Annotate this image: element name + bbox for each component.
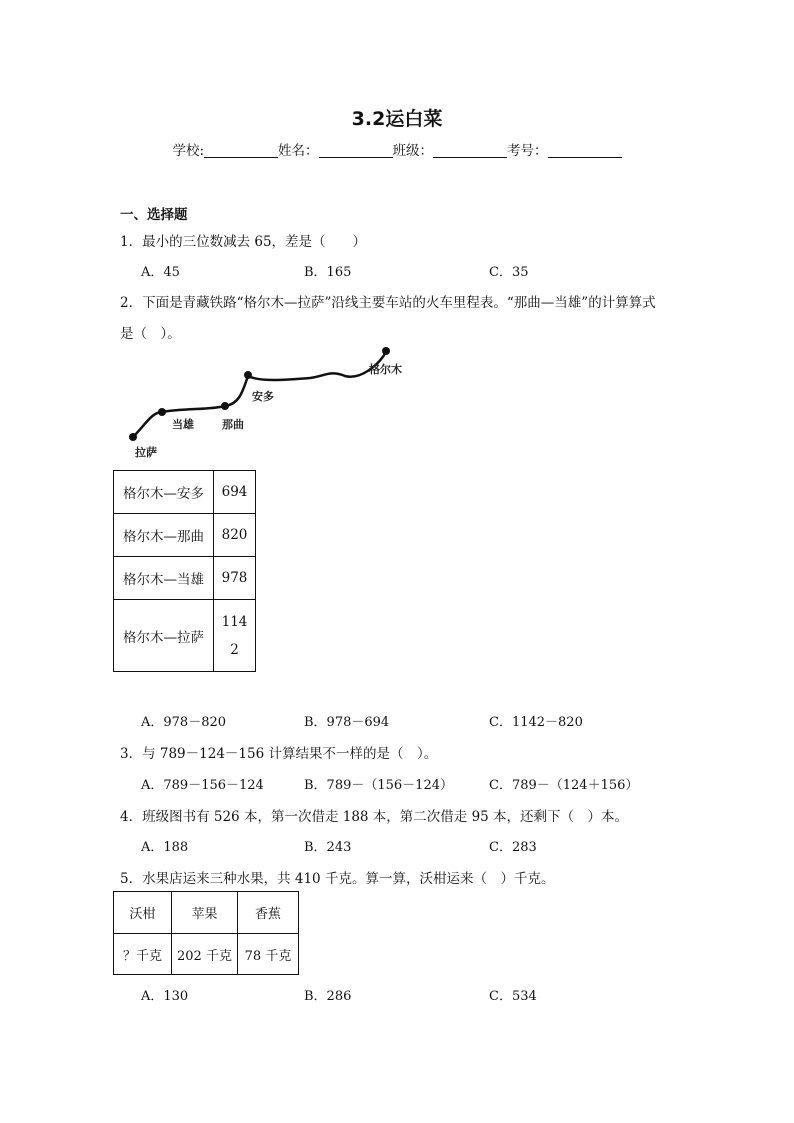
school-blank[interactable] [204,143,278,158]
table-row [114,514,256,557]
map-label-nagqu: 那曲 [222,418,244,431]
mileage-km: 820 [214,514,256,557]
question-4-option-a[interactable]: A．188 [141,840,189,855]
table-row [114,600,256,672]
map-label-golmud: 格尔木 [369,363,402,376]
question-4-option-c[interactable]: C．283 [489,840,537,855]
mileage-route: 格尔木—拉萨 [114,600,214,672]
map-label-damxung: 当雄 [172,418,194,431]
name-blank[interactable] [319,143,393,158]
exam-no-label: 考号： [507,143,548,159]
question-3-option-b[interactable]: B．789－（156－124） [304,778,453,793]
map-label-amdo: 安多 [252,390,274,403]
fruit-table [113,891,299,975]
page-title: 3.2运白菜 [351,108,443,130]
table-row [114,557,256,600]
map-label-lhasa: 拉萨 [135,446,157,459]
station-amdo-dot [244,371,252,379]
question-2-text-line1: 2．下面是青藏铁路“格尔木—拉萨”沿线主要车站的火车里程表。“那曲—当雄”的计算算式 [120,295,656,311]
station-golmud-dot [382,347,390,355]
station-nagqu-dot [221,402,229,410]
fruit-header: 沃柑 [114,892,172,934]
question-1-option-b[interactable]: B．165 [304,265,352,280]
student-info-row [0,139,794,159]
fruit-value: 202 千克 [172,934,238,975]
question-2-text-line2: 是（ ）。 [120,326,181,342]
question-2-option-a[interactable]: A．978－820 [141,715,227,730]
question-2-option-b[interactable]: B．978－694 [304,715,390,730]
railway-route-map [110,340,430,470]
mileage-route: 格尔木—当雄 [114,557,214,600]
question-4-option-b[interactable]: B．243 [304,840,352,855]
question-1-text: 1．最小的三位数减去 65，差是（ ） [120,234,367,250]
mileage-km-part1: 114 [221,613,248,630]
question-2-option-c[interactable]: C．1142－820 [489,715,583,730]
station-damxung-dot [158,408,166,416]
question-3-option-a[interactable]: A．789－156－124 [141,778,264,793]
fruit-header: 香蕉 [238,892,299,934]
question-1-option-a[interactable]: A．45 [141,265,180,280]
question-5-option-a[interactable]: A．130 [141,989,189,1004]
school-label: 学校: [172,143,205,159]
mileage-route: 格尔木—那曲 [114,514,214,557]
class-label: 班级： [392,143,434,159]
question-5-option-b[interactable]: B．286 [304,989,352,1004]
question-4-text: 4．班级图书有 526 本，第一次借走 188 本，第二次借走 95 本，还剩下（ ）本。 [120,809,629,825]
section-heading: 一、选择题 [120,207,188,223]
mileage-km: 978 [214,557,256,600]
mileage-route: 格尔木—安多 [114,471,214,514]
fruit-header: 苹果 [172,892,238,934]
mileage-km: 694 [214,471,256,514]
fruit-value: ？千克 [114,934,172,975]
question-5-option-c[interactable]: C．534 [489,989,537,1004]
name-label: 姓名： [278,143,319,159]
mileage-km [214,600,256,672]
table-row [114,892,299,934]
table-row [114,471,256,514]
mileage-table [113,470,256,672]
question-3-option-c[interactable]: C．789－（124＋156） [489,778,639,793]
mileage-km-part2: 2 [230,641,239,658]
question-3-text: 3．与 789－124－156 计算结果不一样的是（ ）。 [120,746,438,762]
exam-no-blank[interactable] [548,143,622,158]
fruit-value: 78 千克 [238,934,299,975]
question-1-option-c[interactable]: C．35 [489,265,529,280]
class-blank[interactable] [433,143,507,158]
question-5-text: 5．水果店运来三种水果，共 410 千克。算一算，沃柑运来（ ）千克。 [120,871,555,887]
station-lhasa-dot [129,433,137,441]
table-row [114,934,299,975]
